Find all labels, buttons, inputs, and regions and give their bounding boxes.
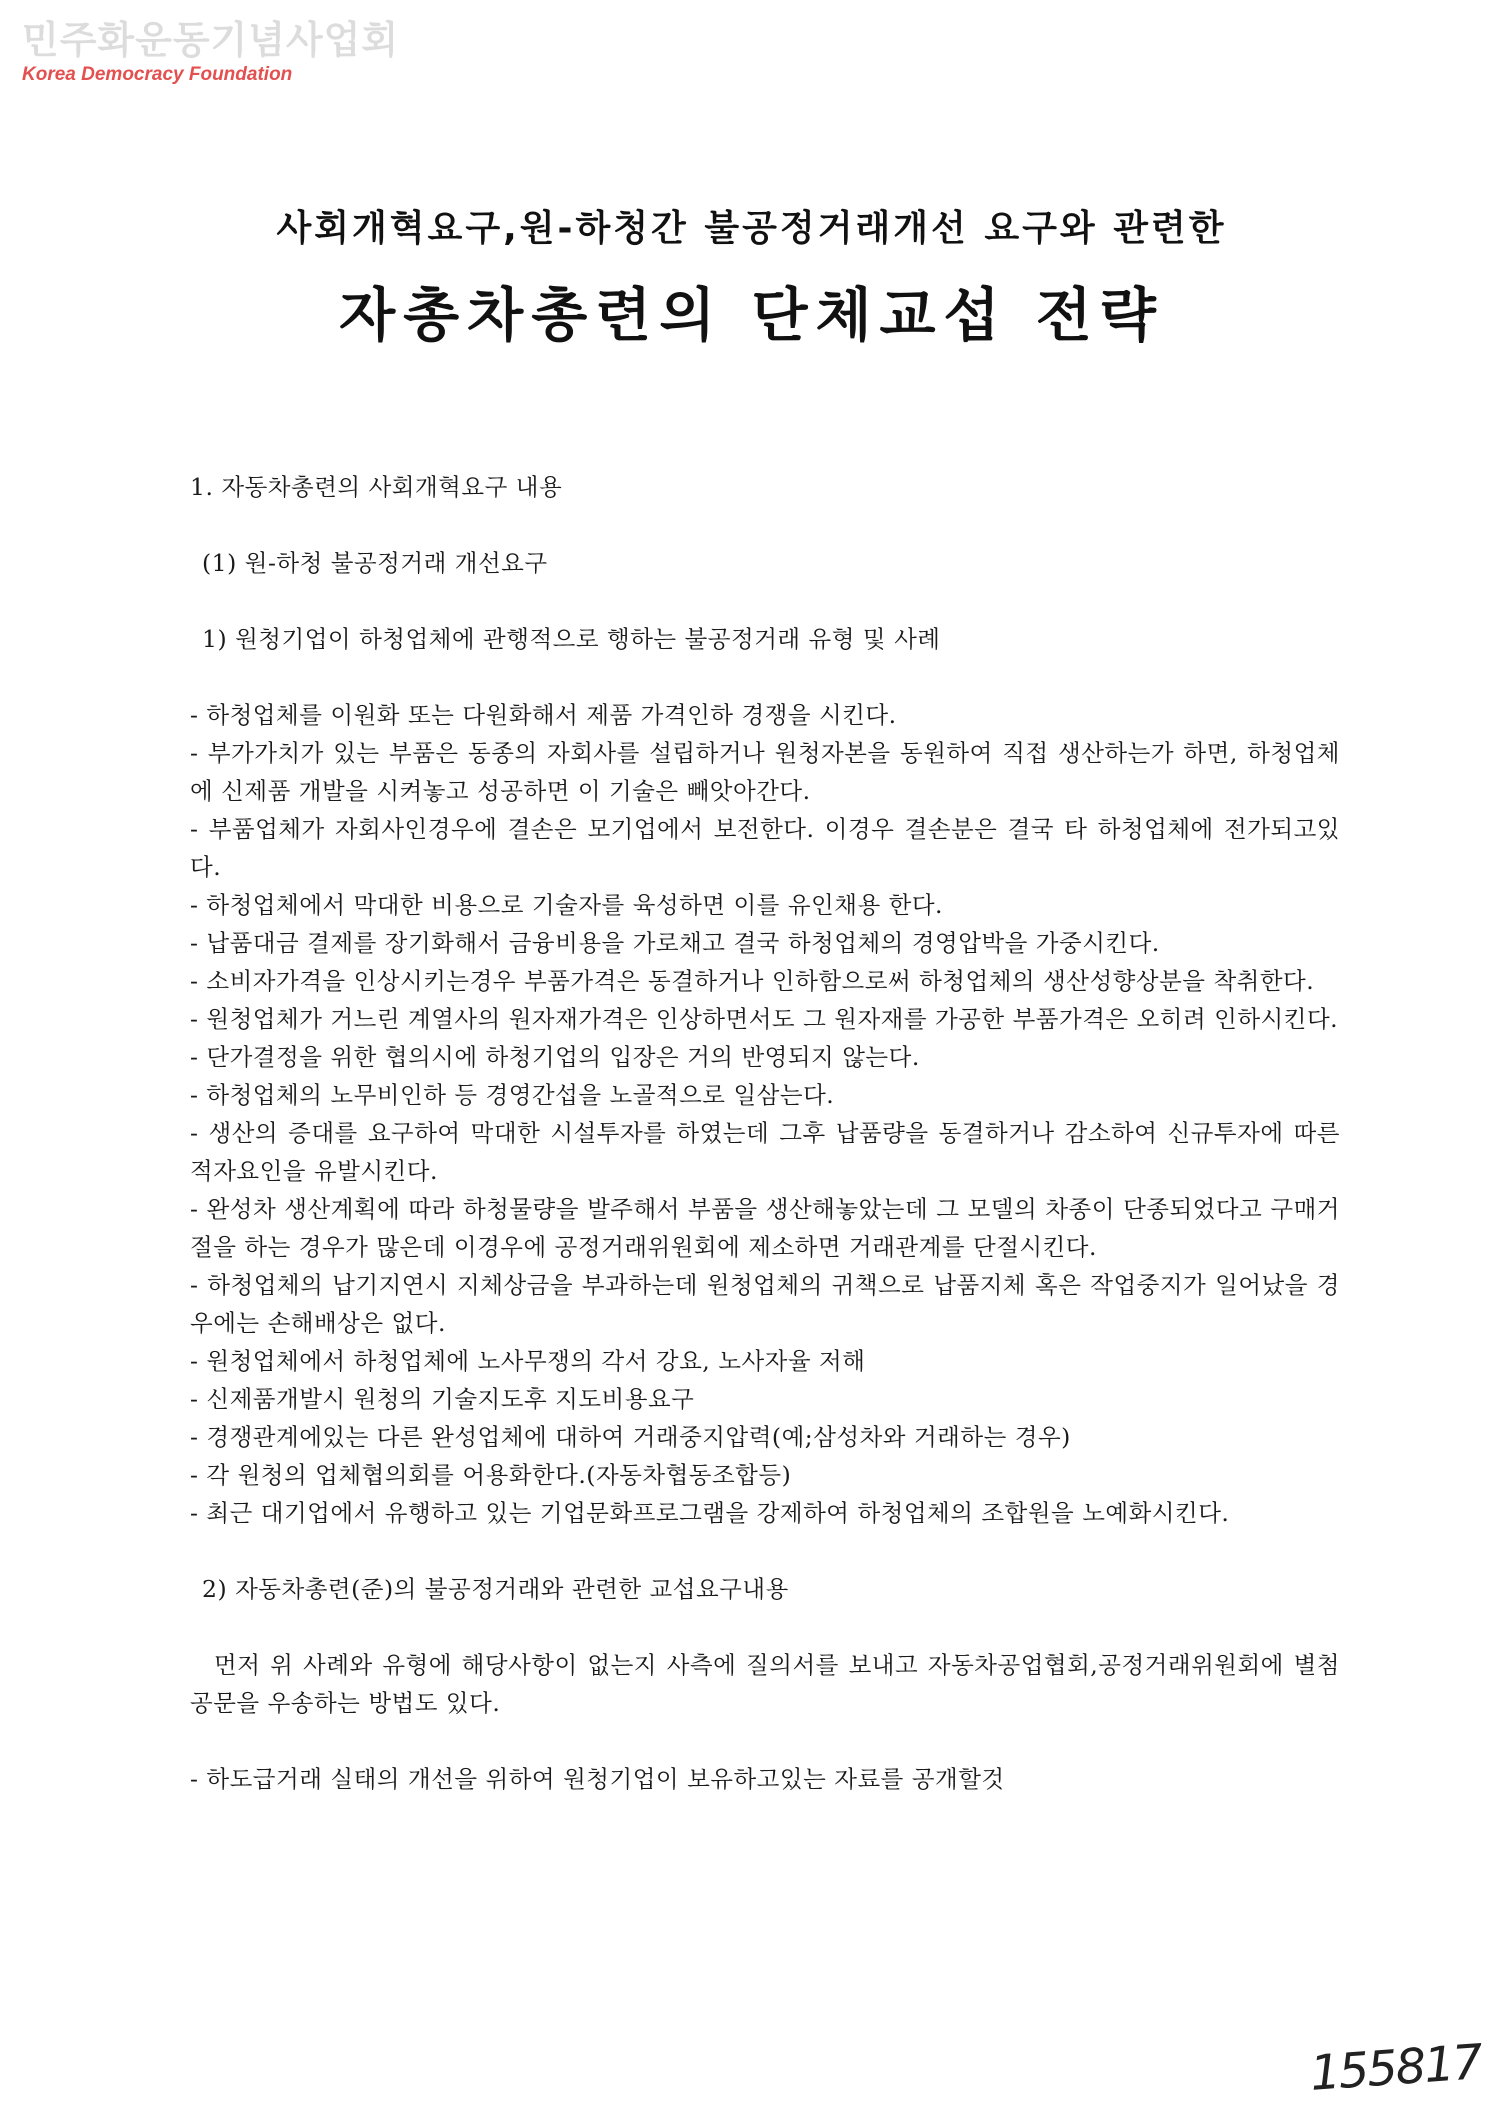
list-item: - 하청업체의 노무비인하 등 경영간섭을 노골적으로 일삼는다. [190, 1081, 835, 1109]
list-item: - 완성차 생산계획에 따라 하청물량을 발주해서 부품을 생산해놓았는데 그 모델의 차종이 단종되었다고 구매거절을 하는 경우가 많은데 이경우에 공정거래위원회에 제소하면 거래관계를 단절시킨다. [190, 1195, 1340, 1261]
document-title: 자총차총련의 단체교섭 전략 [339, 281, 1164, 349]
list-item: - 하청업체의 납기지연시 지체상금을 부과하는데 원청업체의 귀책으로 납품지체 혹은 작업중지가 일어났을 경우에는 손해배상은 없다. [190, 1271, 1340, 1337]
list-item: - 신제품개발시 원청의 기술지도후 지도비용요구 [190, 1385, 695, 1413]
body-paragraph: 먼저 위 사례와 유형에 해당사항이 없는지 사측에 질의서를 보내고 자동차공업협회,공정거래위원회에 별첨 공문을 우송하는 방법도 있다. [190, 1651, 1340, 1717]
subsubsection-heading: 1) 원청기업이 하청업체에 관행적으로 행하는 불공정거래 유형 및 사례 [202, 625, 941, 653]
watermark-logo [22, 18, 399, 86]
list-item: - 부가가치가 있는 부품은 동종의 자회사를 설립하거나 원청자본을 동원하여 직접 생산하는가 하면, 하청업체에 신제품 개발을 시켜놓고 성공하면 이 기술은 빼앗아간다. [190, 739, 1340, 805]
list-item: - 단가결정을 위한 협의시에 하청기업의 입장은 거의 반영되지 않는다. [190, 1043, 920, 1071]
list-item: - 하청업체에서 막대한 비용으로 기술자를 육성하면 이를 유인채용 한다. [190, 891, 943, 919]
document-body [190, 468, 1340, 1798]
list-item: - 납품대금 결제를 장기화해서 금융비용을 가로채고 결국 하청업체의 경영압박을 가중시킨다. [190, 929, 1160, 957]
handwritten-page-number: 155817 [1308, 2034, 1483, 2102]
list-item: - 최근 대기업에서 유행하고 있는 기업문화프로그램을 강제하여 하청업체의 조합원을 노예화시킨다. [190, 1499, 1230, 1527]
list-item: - 원청업체에서 하청업체에 노사무쟁의 각서 강요, 노사자율 저해 [190, 1347, 866, 1375]
list-item: - 소비자가격을 인상시키는경우 부품가격은 동결하거나 인하함으로써 하청업체의 생산성향상분을 착취한다. [190, 967, 1315, 995]
watermark-korean: 민주화운동기념사업회 [22, 18, 400, 62]
list-item: - 원청업체가 거느린 계열사의 원자재가격은 인상하면서도 그 원자재를 가공한 부품가격은 오히려 인하시킨다. [190, 1005, 1339, 1033]
watermark-english: Korea Democracy Foundation [22, 64, 293, 85]
subsection-heading: (1) 원-하청 불공정거래 개선요구 [202, 549, 548, 577]
list-item: - 각 원청의 업체협의회를 어용화한다.(자동차협동조합등) [190, 1461, 792, 1489]
list-item: - 하청업체를 이원화 또는 다원화해서 제품 가격인하 경쟁을 시킨다. [190, 701, 897, 729]
list-item: - 하도급거래 실태의 개선을 위하여 원청기업이 보유하고있는 자료를 공개할것 [190, 1765, 1005, 1793]
list-item: - 생산의 증대를 요구하여 막대한 시설투자를 하였는데 그후 납품량을 동결하거나 감소하여 신규투자에 따른 적자요인을 유발시킨다. [190, 1119, 1340, 1185]
section-heading: 1. 자동차총련의 사회개혁요구 내용 [190, 473, 563, 501]
list-item: - 경쟁관계에있는 다른 완성업체에 대하여 거래중지압력(예;삼성차와 거래하는 경우) [190, 1423, 1071, 1451]
document-subtitle: 사회개혁요구,원-하청간 불공정거래개선 요구와 관련한 [276, 208, 1227, 249]
list-item: - 부품업체가 자회사인경우에 결손은 모기업에서 보전한다. 이경우 결손분은 결국 타 하청업체에 전가되고있다. [190, 815, 1340, 881]
subsubsection-heading: 2) 자동차총련(준)의 불공정거래와 관련한 교섭요구내용 [202, 1575, 789, 1603]
spacer [190, 1532, 1340, 1570]
spacer [190, 1722, 1340, 1760]
